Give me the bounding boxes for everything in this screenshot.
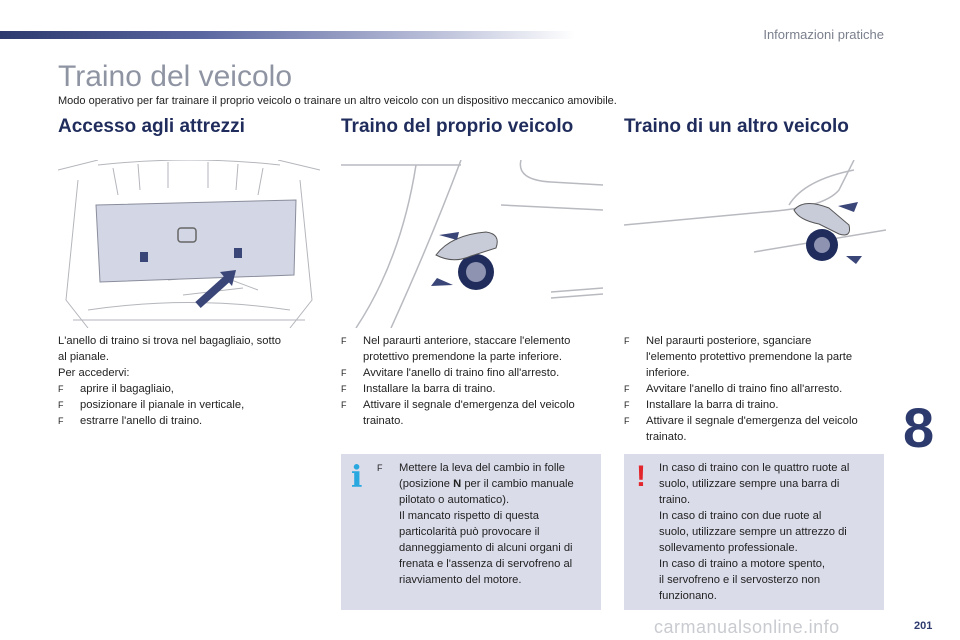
page-subtitle: Modo operativo per far trainare il proprio veicolo o trainare un altro veicolo con un dispositivo meccanico amovibile. bbox=[58, 95, 617, 107]
info-icon: i bbox=[351, 460, 363, 495]
list-item: F posizionare il pianale in verticale, bbox=[58, 399, 245, 411]
col3-body bbox=[624, 333, 886, 445]
col2-body bbox=[341, 333, 603, 429]
list-item: F Avvitare l'anello di traino fino all'arresto. bbox=[341, 367, 560, 379]
bullet-icon: F bbox=[624, 400, 630, 410]
list-item: F aprire il bagagliaio, bbox=[58, 383, 174, 395]
info-box bbox=[341, 454, 601, 610]
list-item: F Installare la barra di traino. bbox=[341, 383, 496, 395]
col3-title: Traino di un altro veicolo bbox=[624, 116, 849, 137]
warning-text: In caso di traino con le quattro ruote al suolo, utilizzare sempre una barra di traino. In caso di traino con due ruote al suolo, utilizzare sempre un attrezzo di sollevamento professionale. In caso di traino a motore spento, il servofreno e il servosterzo non funzionano. bbox=[659, 462, 850, 602]
col1-title: Accesso agli attrezzi bbox=[58, 116, 245, 137]
list-item: F estrarre l'anello di traino. bbox=[58, 415, 203, 427]
bullet-icon: F bbox=[58, 416, 64, 426]
page-number: 201 bbox=[914, 620, 933, 632]
bullet-icon: F bbox=[341, 384, 347, 394]
list-item: F Avvitare l'anello di traino fino all'arresto. bbox=[624, 383, 843, 395]
col2-list bbox=[341, 333, 603, 429]
chapter-number: 8 bbox=[903, 396, 935, 459]
bullet-icon: F bbox=[624, 416, 630, 426]
col1-list bbox=[58, 381, 320, 429]
front-bumper-illustration bbox=[341, 160, 603, 328]
rear-bumper-illustration bbox=[624, 160, 886, 328]
list-item: F Attivare il segnale d'emergenza del veicolo trainato. bbox=[341, 399, 575, 427]
info-text bbox=[377, 460, 595, 588]
col1-intro-line: Per accedervi: bbox=[58, 367, 130, 379]
bullet-icon: F bbox=[58, 400, 64, 410]
col1-intro-line: al pianale. bbox=[58, 351, 110, 363]
bullet-icon: F bbox=[58, 384, 64, 394]
list-item: F Nel paraurti posteriore, sganciare l'elemento protettivo premendone la parte inferiore. bbox=[624, 335, 853, 379]
bullet-icon: F bbox=[341, 336, 347, 346]
section-label: Informazioni pratiche bbox=[763, 27, 884, 42]
list-item: F Installare la barra di traino. bbox=[624, 399, 779, 411]
col1-body bbox=[58, 333, 320, 429]
bullet-icon: F bbox=[341, 368, 347, 378]
list-item: F Mettere la leva del cambio in folle (posizione N per il cambio manuale pilotato o automatico). Il mancato rispetto di questa particolarità può provocare il danneggiamento di alcuni organi di frenata e l'assenza di servofreno al riavviamento del motore. bbox=[377, 462, 574, 586]
warning-icon: ! bbox=[636, 460, 646, 493]
watermark: carmanualsonline.info bbox=[654, 617, 840, 637]
bullet-icon: F bbox=[341, 400, 347, 410]
col3-list bbox=[624, 333, 886, 445]
bullet-icon: F bbox=[377, 463, 383, 473]
col1-intro-line: L'anello di traino si trova nel bagagliaio, sotto bbox=[58, 335, 281, 347]
warning-box bbox=[624, 454, 884, 610]
bullet-icon: F bbox=[624, 384, 630, 394]
trunk-illustration bbox=[58, 160, 320, 328]
bullet-icon: F bbox=[624, 336, 630, 346]
list-item: F Attivare il segnale d'emergenza del veicolo trainato. bbox=[624, 415, 858, 443]
col2-title: Traino del proprio veicolo bbox=[341, 116, 574, 137]
list-item: F Nel paraurti anteriore, staccare l'elemento protettivo premendone la parte inferiore. bbox=[341, 335, 571, 363]
header-bar bbox=[0, 31, 575, 39]
page-title: Traino del veicolo bbox=[58, 60, 293, 93]
